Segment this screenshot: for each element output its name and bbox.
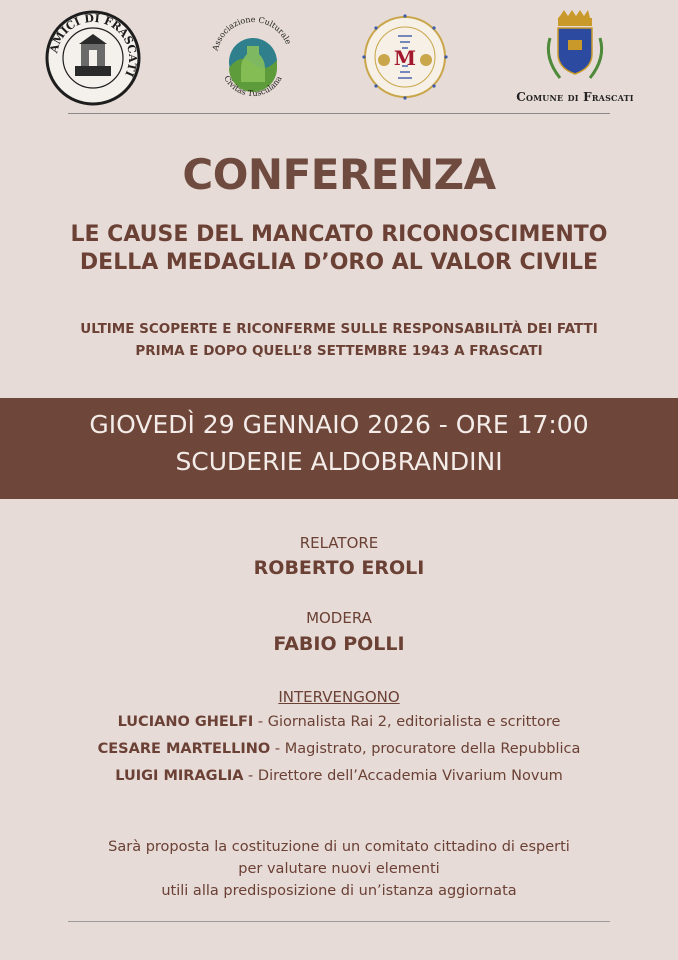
event-venue: SCUDERIE ALDOBRANDINI [175,447,503,476]
closing-note [0,836,678,902]
closing-note-line-3: utili alla predisposizione di un’istanza aggiornata [161,883,517,899]
subtitle-line-2: DELLA MEDAGLIA D’ORO AL VALOR CIVILE [79,250,599,275]
secondary-subtitle [0,318,678,362]
guest-description: - Giornalista Rai 2, editorialista e scrittore [253,714,561,730]
secondary-subtitle-line-1: ULTIME SCOPERTE E RICONFERME SULLE RESPONSABILITÀ DEI FATTI [80,321,598,337]
medal-letter: M [393,46,417,70]
subtitle-line-1: LE CAUSE DEL MANCATO RICONOSCIMENTO [70,222,608,247]
civitas-tusculana-logo [207,12,299,104]
moderator-role: MODERA [306,609,372,627]
speaker-name: ROBERTO EROLI [253,557,425,579]
guest-name: CESARE MARTELLINO [97,741,271,757]
closing-note-line-1: Sarà proposta la costituzione di un comitato cittadino di esperti [108,839,570,855]
page-title: CONFERENZA [182,150,496,199]
secondary-subtitle-line-2: PRIMA E DOPO QUELL’8 SETTEMBRE 1943 A FRASCATI [135,343,543,359]
civitas-top-text: Associazione Culturale [210,14,293,52]
amici-seal-text: AMICI DI FRASCATI [47,11,140,79]
guest-item [0,768,678,784]
moderator-name: FABIO POLLI [273,633,405,655]
comune-di-frascati-logo [510,8,640,108]
closing-note-line-2: per valutare nuovi elementi [238,861,440,877]
amici-di-frascati-logo [45,10,141,106]
medal-emblem-logo [360,12,450,102]
event-band [0,398,678,499]
comune-label: Comune di Frascati [516,90,634,104]
speaker-role: RELATORE [299,534,379,552]
guest-item [0,741,678,757]
guest-description: - Direttore dell’Accademia Vivarium Novum [243,768,563,784]
bottom-divider [68,921,610,922]
guests-heading: INTERVENGONO [278,688,400,706]
logo-row [0,0,678,110]
civitas-bottom-text: Civitas Tusculana [222,74,284,99]
guest-description: - Magistrato, procuratore della Repubblica [270,741,581,757]
guest-name: LUIGI MIRAGLIA [115,768,244,784]
subtitle [0,221,678,277]
top-divider [68,113,610,114]
guest-name: LUCIANO GHELFI [117,714,254,730]
event-datetime: GIOVEDÌ 29 GENNAIO 2026 - ORE 17:00 [89,410,589,439]
coat-of-arms-icon [510,8,640,88]
guest-item [0,714,678,730]
